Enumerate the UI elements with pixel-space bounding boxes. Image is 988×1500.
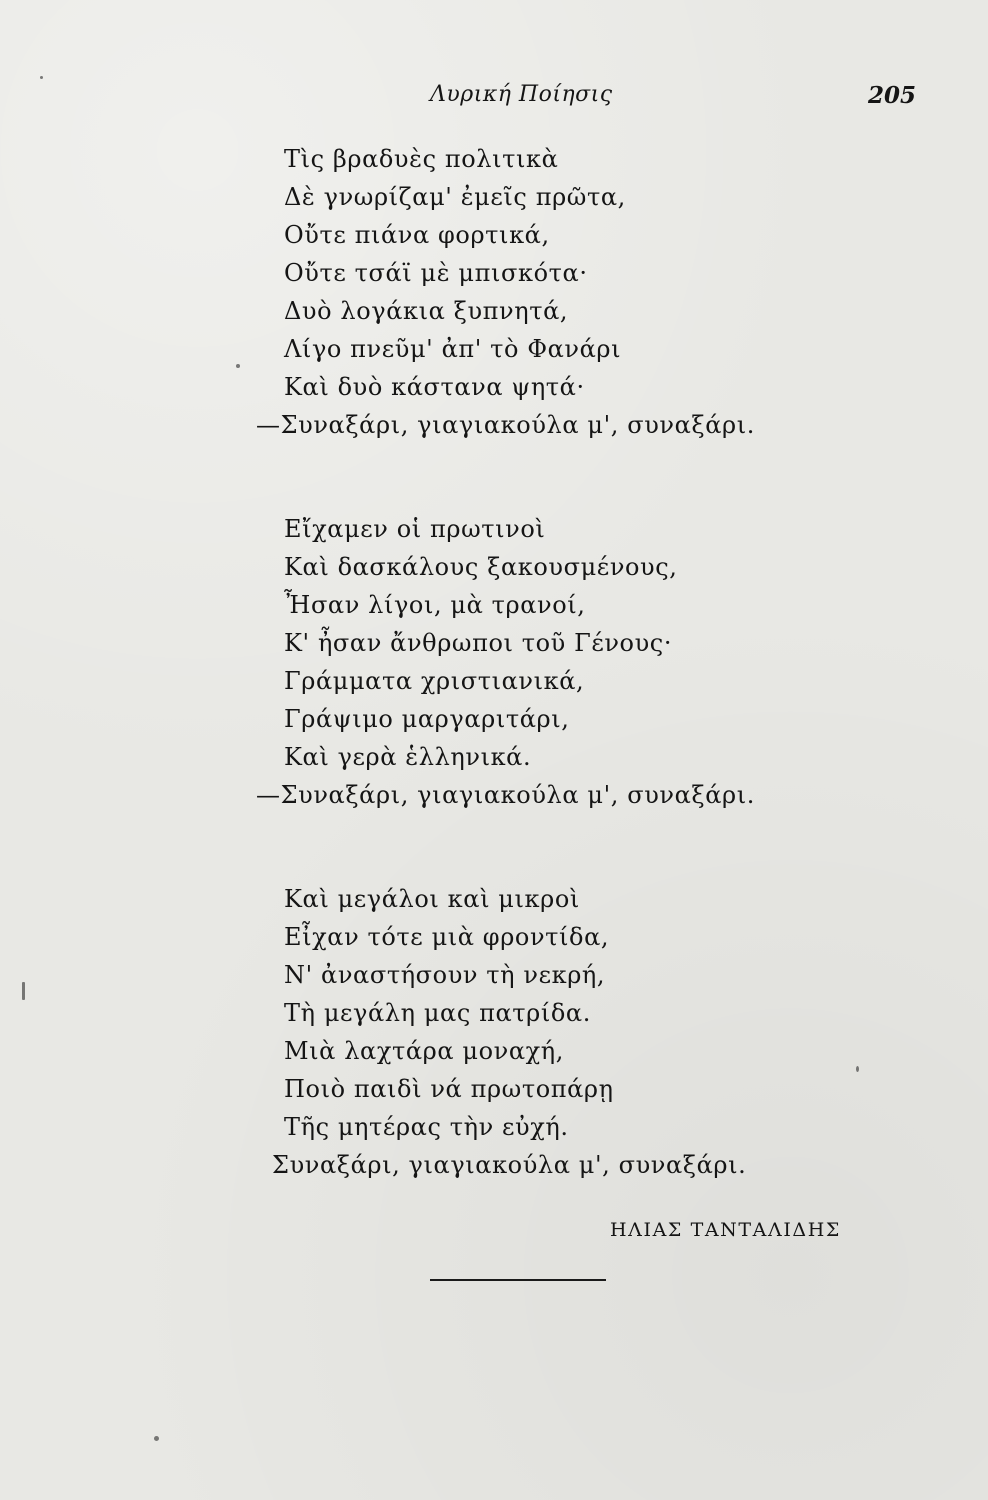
stanza-3 [256,880,796,1184]
stanza-1 [256,140,796,444]
print-speck [154,1436,159,1441]
refrain-line: Συναξάρι, γιαγιακούλα μ', συναξάρι. [272,1151,747,1179]
poem-line: Ποιὸ παιδὶ νά πρωτοπάρῃ [284,1075,614,1103]
author-signature: ΗΛΙΑΣ ΤΑΝΤΑΛΙΔΗΣ [610,1219,841,1241]
section-divider [430,1279,606,1281]
poem-line: Λίγο πνεῦμ' ἀπ' τὸ Φανάρι [284,335,622,363]
print-speck [236,364,240,368]
print-speck [22,982,25,1000]
poem-line: Ἦσαν λίγοι, μὰ τρανοί, [284,591,586,619]
poem-line: Εἴχαμεν οἱ πρωτινοὶ [284,515,546,543]
poem-line: Καὶ γερὰ ἑλληνικά. [284,743,532,771]
poem-line: Γράμματα χριστιανικά, [284,667,585,695]
poem-line: Ν' ἀναστήσουν τὴ νεκρή, [284,961,606,989]
poem-line: Οὔτε πιάνα φορτικά, [284,221,550,249]
poem-line: Εἶχαν τότε μιὰ φροντίδα, [284,923,610,951]
poem-line: Καὶ δασκάλους ξακουσμένους, [284,553,678,581]
poem-line: Δὲ γνωρίζαμ' ἐμεῖς πρῶτα, [284,183,626,211]
poem-line: Μιὰ λαχτάρα μοναχή, [284,1037,565,1065]
poem-line: Γράψιμο μαργαριτάρι, [284,705,570,733]
poem-line: Καὶ δυὸ κάστανα ψητά· [284,373,585,401]
page-header [0,82,988,122]
poem-line: Τῆς μητέρας τὴν εὐχή. [284,1113,569,1141]
print-speck [40,76,43,79]
running-title: Λυρική Ποίησις [430,82,613,107]
print-speck [856,1066,859,1072]
page-number: 205 [868,82,917,109]
poem-line: Κ' ἦσαν ἄνθρωποι τοῦ Γένους· [284,629,673,657]
poem-line: Καὶ μεγάλοι καὶ μικροὶ [284,885,580,913]
poem-line: Τὴ μεγάλη μας πατρίδα. [284,999,591,1027]
refrain-line: —Συναξάρι, γιαγιακούλα μ', συναξάρι. [256,411,755,439]
poem [256,140,796,1250]
poem-line: Δυὸ λογάκια ξυπνητά, [284,297,569,325]
poem-line: Οὔτε τσάϊ μὲ μπισκότα· [284,259,588,287]
stanza-2 [256,510,796,814]
poem-line: Τὶς βραδυὲς πολιτικὰ [284,145,559,173]
refrain-line: —Συναξάρι, γιαγιακούλα μ', συναξάρι. [256,781,755,809]
